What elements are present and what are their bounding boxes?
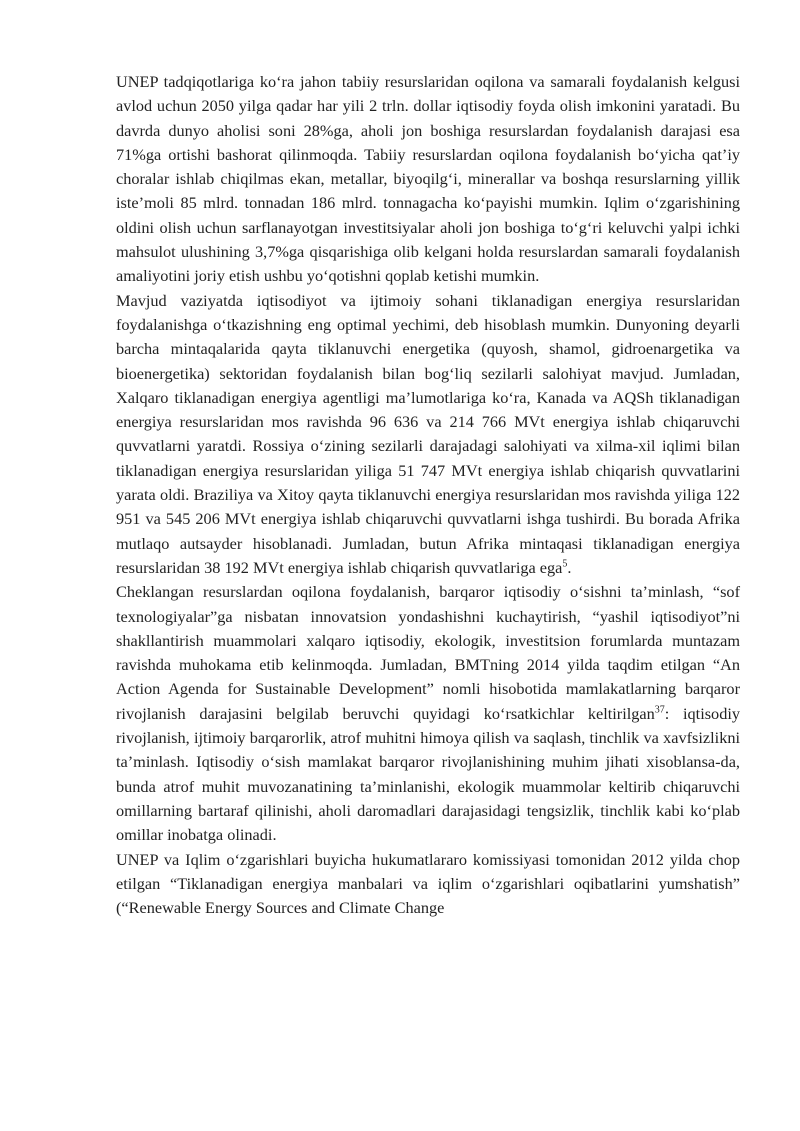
paragraph-text-tail: : iqtisodiy rivojlanish, ijtimoiy barqarorlik, atrof muhitni himoya qilish va saqlash, tinchlik va xavfsizlikni ta’minlash. Iqtisodiy o‘sish mamlakat barqaror rivojlanishining muhim jihati xisoblansa-da, bunda atrof muhit muvozanatining ta’minlanishi, ekologik muammolar keltirib chiqaruvchi omillarning bartaraf qilinishi, aholi daromadlari darajasidagi tengsizlik, tinchlik kabi ko‘plab omillar inobatga olinadi. [116, 703, 741, 845]
footnote-ref: 5 [562, 558, 568, 570]
document-page [116, 70, 740, 920]
paragraph-text-tail: . [567, 557, 572, 577]
paragraph-unep-resources [116, 70, 740, 289]
paragraph-renewable-capacity [116, 289, 740, 581]
footnote-ref: 37 [654, 704, 665, 716]
paragraph-ipcc-report [116, 848, 740, 921]
paragraph-text: UNEP tadqiqotlariga ko‘ra jahon tabiiy resurslaridan oqilona va samarali foydalanish kelgusi avlod uchun 2050 yilga qadar har yili 2 trln. dollar iqtisodiy foyda olish imkonini yaratadi. Bu davrda dunyo aholisi soni 28%ga, aholi jon boshiga resurslardan foydalanish darajasi esa 71%ga ortishi bashorat qilinmoqda. Tabiiy resurslardan oqilona foydalanish bo‘yicha qat’iy choralar ishlab chiqilmas ekan, metallar, biyoqilg‘i, minerallar va boshqa resurslarning yillik iste’moli 85 mlrd. tonnadan 186 mlrd. tonnagacha ko‘payishi mumkin. Iqlim o‘zgarishining oldini olish uchun sarflanayotgan investitsiyalar aholi jon boshiga to‘g‘ri keluvchi yalpi ichki mahsulot ulushining 3,7%ga qisqarishiga olib kelgani holda resurslardan samarali foydalanish amaliyotini joriy etish ushbu yo‘qotishni qoplab ketishi mumkin. [116, 72, 740, 286]
paragraph-sustainable-development [116, 580, 740, 847]
paragraph-text: Mavjud vaziyatda iqtisodiyot va ijtimoiy sohani tiklanadigan energiya resurslaridan foydalanishga o‘tkazishning eng optimal yechimi, deb hisoblash mumkin. Dunyoning deyarli barcha mintaqalarida qayta tiklanuvchi energetika (quyosh, shamol, gidroenargetika va bioenergetika) sektoridan foydalanish bilan bog‘liq sezilarli salohiyat mavjud. Jumladan, Xalqaro tiklanadigan energiya agentligi ma’lumotlariga ko‘ra, Kanada va AQSh tiklanadigan energiya resurslaridan mos ravishda 96 636 va 214 766 MVt energiya ishlab chiqaruvchi quvvatlarni yaratdi. Rossiya o‘zining sezilarli darajadagi salohiyati va xilma-xil iqlimi bilan tiklanadigan energiya resurslaridan yiliga 51 747 MVt energiya ishlab chiqarish quvvatlarini yarata oldi. Braziliya va Xitoy qayta tiklanuvchi energiya resurslaridan mos ravishda yiliga 122 951 va 545 206 MVt energiya ishlab chiqaruvchi quvvatlarni ishga tushirdi. Bu borada Afrika mutlaqo autsayder hisoblanadi. Jumladan, butun Afrika mintaqasi tiklanadigan energiya resurslaridan 38 192 MVt energiya ishlab chiqarish quvvatlariga ega [116, 290, 740, 577]
paragraph-text: UNEP va Iqlim o‘zgarishlari buyicha hukumatlararo komissiyasi tomonidan 2012 yilda chop etilgan “Tiklanadigan energiya manbalari va iqlim o‘zgarishlari oqibatlarini yumshatish” (“Renewable Energy Sources and Climate Change [116, 849, 740, 918]
paragraph-text: Cheklangan resurslardan oqilona foydalanish, barqaror iqtisodiy o‘sishni ta’minlash, “sof texnologiyalar”ga nisbatan innovatsion yondashishni kuchaytirish, “yashil iqtisodiyot”ni shakllantirish muammolari xalqaro iqtisodiy, ekologik, investitsion forumlarda muntazam ravishda muhokama etib kelinmoqda. Jumladan, BMTning 2014 yilda taqdim etilgan “An Action Agenda for Sustainable Development” nomli hisobotida mamlakatlarning barqaror rivojlanish darajasini belgilab beruvchi quyidagi ko‘rsatkichlar keltirilgan [116, 582, 740, 723]
